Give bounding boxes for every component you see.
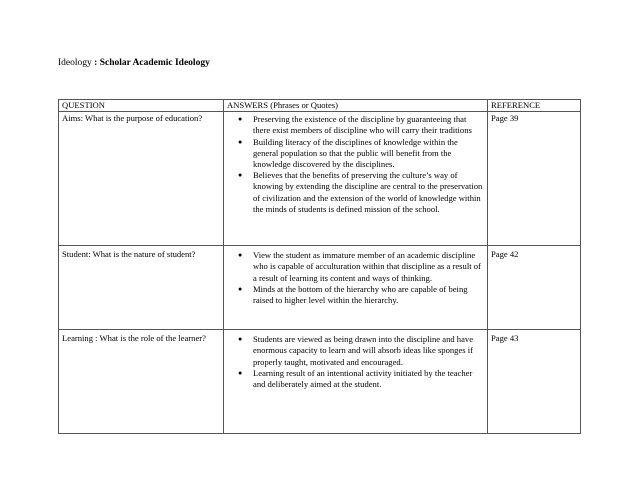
bullet-icon: ● (238, 284, 243, 293)
header-question: QUESTION (59, 100, 224, 112)
answers-cell (224, 330, 488, 434)
table-row (59, 246, 581, 330)
bullet-icon: ● (238, 115, 243, 124)
answer-text: Preserving the existence of the discipline by guaranteeing that there exist members of discipline who will carry their traditions (253, 114, 472, 136)
table-row (59, 330, 581, 434)
header-answers: ANSWERS (Phrases or Quotes) (224, 100, 488, 112)
answer-item (238, 367, 484, 390)
answers-list (227, 331, 484, 390)
table-header-row (59, 100, 581, 112)
answer-item (238, 114, 484, 136)
answer-item (238, 136, 484, 171)
answers-cell (224, 112, 488, 246)
question-cell: Learning : What is the role of the learner? (59, 330, 224, 434)
answer-item (238, 170, 484, 215)
answers-list (227, 247, 484, 306)
bullet-icon: ● (238, 335, 243, 344)
answer-item (238, 334, 484, 368)
document-heading (58, 57, 210, 69)
reference-cell: Page 42 (488, 246, 581, 330)
heading-value: : Scholar Academic Ideology (91, 58, 210, 68)
reference-cell: Page 39 (488, 112, 581, 246)
answer-item (238, 250, 484, 284)
heading-label: Ideology (58, 58, 92, 68)
answer-item (238, 283, 484, 306)
reference-cell: Page 43 (488, 330, 581, 434)
answer-text: Learning result of an intentional activity initiated by the teacher and deliberately aimed at the student. (253, 367, 473, 390)
table-row (59, 112, 581, 246)
question-cell: Student: What is the nature of student? (59, 246, 224, 330)
answer-text: Students are viewed as being drawn into the discipline and have enormous capacity to learn and will absorb ideas like sponges if properly taught, motivated and encouraged. (253, 334, 474, 367)
answers-list (227, 113, 484, 215)
answers-cell (224, 246, 488, 330)
answer-text: Believes that the benefits of preserving the culture’s way of knowing by extending the discipline are central to the preservation of civilization and the extension of the world of knowledge within the minds of students is defined mission of the school. (253, 170, 483, 214)
bullet-icon: ● (238, 368, 243, 377)
ideology-table (58, 99, 581, 434)
bullet-icon: ● (238, 251, 243, 260)
question-cell: Aims: What is the purpose of education? (59, 112, 224, 246)
bullet-icon: ● (238, 137, 243, 146)
answer-text: View the student as immature member of an academic discipline who is capable of acculturation within that discipline as a result of a result of learning its content and ways of thinking. (253, 250, 481, 283)
header-reference: REFERENCE (488, 100, 581, 112)
bullet-icon: ● (238, 171, 243, 180)
answer-text: Minds at the bottom of the hierarchy who are capable of being raised to higher level within the hierarchy. (253, 283, 468, 306)
answer-text: Building literacy of the disciplines of knowledge within the general population so that the public will benefit from the knowledge discovered by the disciplines. (253, 136, 458, 170)
